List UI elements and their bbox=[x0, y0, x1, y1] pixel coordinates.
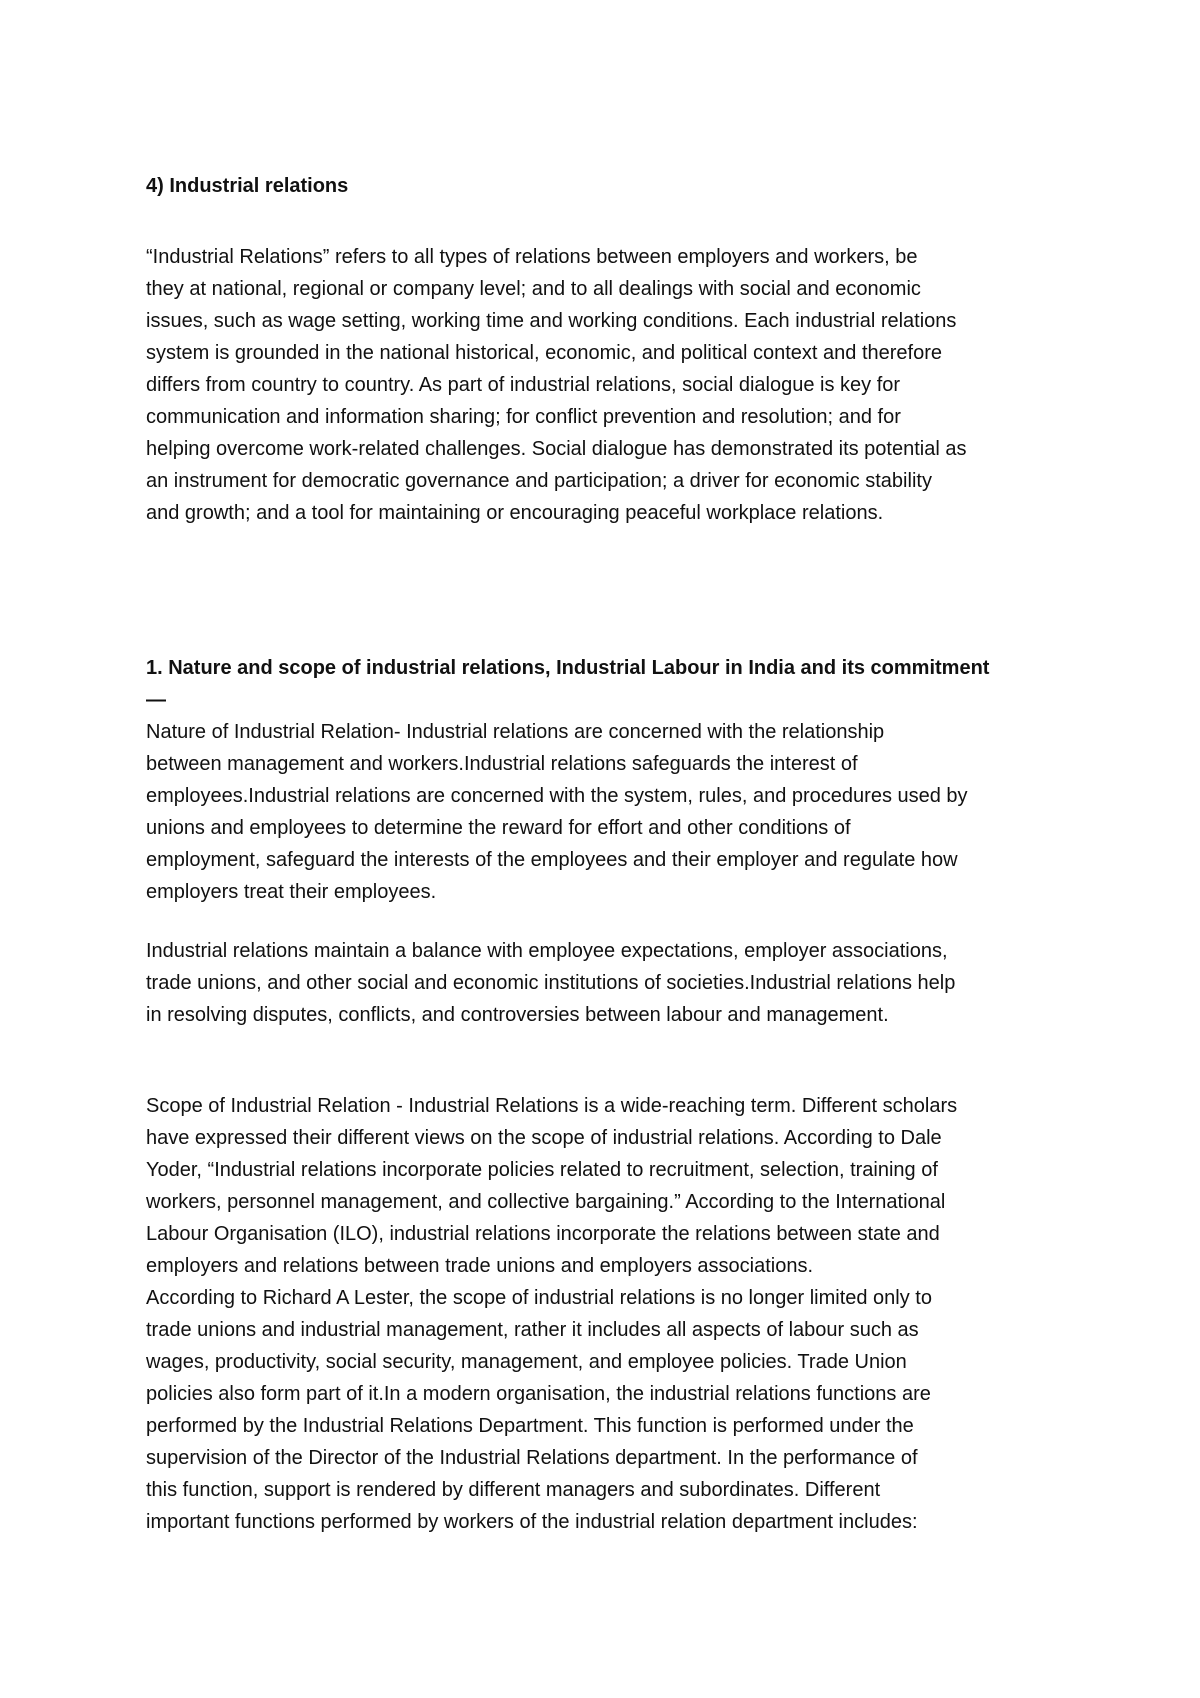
text-line: Scope of Industrial Relation - Industrial Relations is a wide-reaching term. Different scholars bbox=[146, 1095, 958, 1117]
text-line: unions and employees to determine the reward for effort and other conditions of bbox=[146, 817, 851, 839]
page-title: 4) Industrial relations bbox=[146, 175, 349, 197]
section-heading bbox=[146, 652, 989, 716]
section-heading-line: 1. Nature and scope of industrial relations, Industrial Labour in India and its commitment bbox=[146, 657, 990, 679]
section-heading-dash: — bbox=[146, 689, 166, 711]
text-line: helping overcome work-related challenges. Social dialogue has demonstrated its potential as bbox=[146, 438, 967, 460]
text-line: employment, safeguard the interests of the employees and their employer and regulate how bbox=[146, 849, 958, 871]
text-line: important functions performed by workers of the industrial relation department includes: bbox=[146, 1511, 918, 1533]
text-line: Nature of Industrial Relation- Industrial relations are concerned with the relationship bbox=[146, 721, 885, 743]
intro-paragraph bbox=[146, 241, 966, 529]
text-line: “Industrial Relations” refers to all types of relations between employers and workers, be bbox=[146, 246, 918, 268]
text-line: Yoder, “Industrial relations incorporate policies related to recruitment, selection, training of bbox=[146, 1159, 938, 1181]
text-line: performed by the Industrial Relations Department. This function is performed under the bbox=[146, 1415, 914, 1437]
text-line: system is grounded in the national historical, economic, and political context and therefore bbox=[146, 342, 943, 364]
text-line: Labour Organisation (ILO), industrial relations incorporate the relations between state and bbox=[146, 1223, 940, 1245]
text-line: policies also form part of it.In a modern organisation, the industrial relations functions are bbox=[146, 1383, 931, 1405]
nature-paragraph bbox=[146, 716, 968, 908]
text-line: they at national, regional or company level; and to all dealings with social and economic bbox=[146, 278, 921, 300]
text-line: have expressed their different views on the scope of industrial relations. According to Dale bbox=[146, 1127, 942, 1149]
text-line: in resolving disputes, conflicts, and controversies between labour and management. bbox=[146, 1004, 889, 1026]
text-line: employees.Industrial relations are concerned with the system, rules, and procedures used by bbox=[146, 785, 968, 807]
text-line: supervision of the Director of the Industrial Relations department. In the performance of bbox=[146, 1447, 918, 1469]
lester-paragraph bbox=[146, 1282, 932, 1538]
text-line: this function, support is rendered by different managers and subordinates. Different bbox=[146, 1479, 881, 1501]
scope-paragraph bbox=[146, 1090, 957, 1282]
text-line: trade unions and industrial management, rather it includes all aspects of labour such as bbox=[146, 1319, 919, 1341]
text-line: employers treat their employees. bbox=[146, 881, 437, 903]
text-line: between management and workers.Industrial relations safeguards the interest of bbox=[146, 753, 858, 775]
text-line: workers, personnel management, and collective bargaining.” According to the International bbox=[146, 1191, 946, 1213]
text-line: and growth; and a tool for maintaining or encouraging peaceful workplace relations. bbox=[146, 502, 884, 524]
text-line: According to Richard A Lester, the scope of industrial relations is no longer limited only to bbox=[146, 1287, 932, 1309]
text-line: differs from country to country. As part of industrial relations, social dialogue is key for bbox=[146, 374, 901, 396]
text-line: wages, productivity, social security, management, and employee policies. Trade Union bbox=[146, 1351, 907, 1373]
text-line: Industrial relations maintain a balance with employee expectations, employer associations, bbox=[146, 940, 948, 962]
text-line: employers and relations between trade unions and employers associations. bbox=[146, 1255, 814, 1277]
text-line: communication and information sharing; for conflict prevention and resolution; and for bbox=[146, 406, 901, 428]
text-line: an instrument for democratic governance and participation; a driver for economic stability bbox=[146, 470, 932, 492]
balance-paragraph bbox=[146, 935, 955, 1031]
text-line: trade unions, and other social and economic institutions of societies.Industrial relations help bbox=[146, 972, 956, 994]
text-line: issues, such as wage setting, working time and working conditions. Each industrial relations bbox=[146, 310, 957, 332]
